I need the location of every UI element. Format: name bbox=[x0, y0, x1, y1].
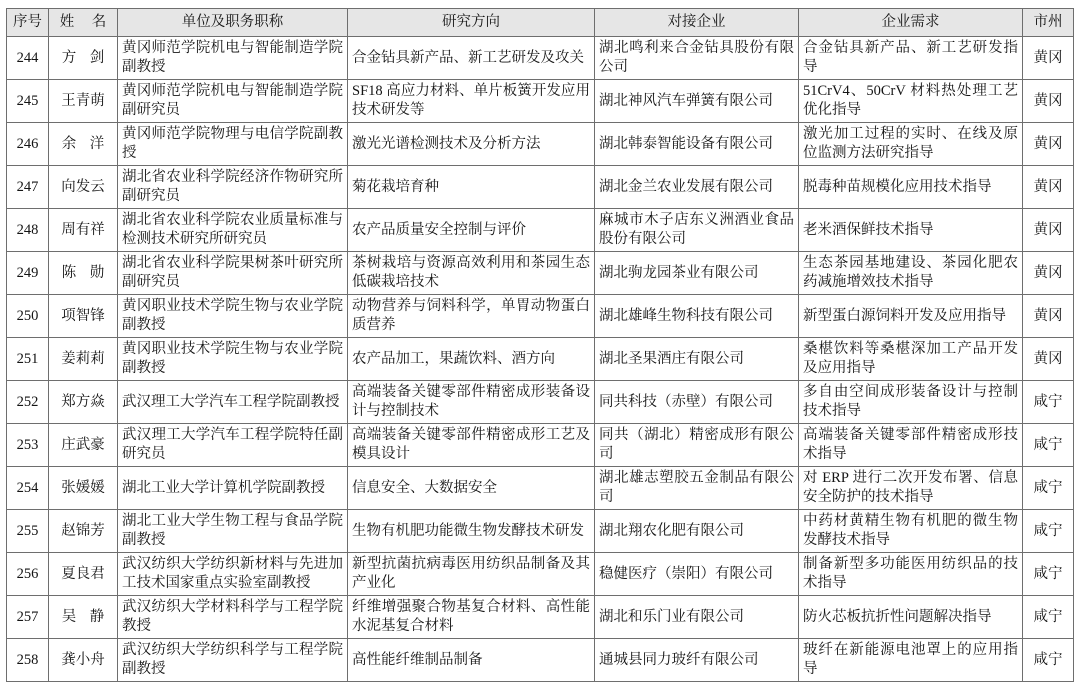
expert-name-cell: 余 洋 bbox=[49, 123, 118, 166]
research-direction-cell: 纤维增强聚合物基复合材料、高性能水泥基复合材料 bbox=[348, 596, 595, 639]
expert-name-cell: 龚小舟 bbox=[49, 639, 118, 682]
affiliation-title-cell: 黄冈师范学院物理与电信学院副教授 bbox=[118, 123, 348, 166]
table-row bbox=[7, 639, 1074, 682]
research-direction-cell: 茶树栽培与资源高效利用和茶园生态低碳栽培技术 bbox=[348, 252, 595, 295]
row-number-cell: 247 bbox=[7, 166, 49, 209]
research-direction-cell: 激光光谱检测技术及分析方法 bbox=[348, 123, 595, 166]
research-direction-cell: 新型抗菌抗病毒医用纺织品制备及其产业化 bbox=[348, 553, 595, 596]
enterprise-demand-cell: 防火芯板抗折性问题解决指导 bbox=[799, 596, 1023, 639]
table-row bbox=[7, 252, 1074, 295]
affiliation-title-cell: 湖北省农业科学院农业质量标准与检测技术研究所研究员 bbox=[118, 209, 348, 252]
affiliation-title-cell: 黄冈职业技术学院生物与农业学院副教授 bbox=[118, 295, 348, 338]
city-cell: 黄冈 bbox=[1023, 252, 1074, 295]
city-cell: 咸宁 bbox=[1023, 467, 1074, 510]
partner-enterprise-cell: 湖北鸣利来合金钻具股份有限公司 bbox=[595, 37, 799, 80]
affiliation-title-cell: 黄冈职业技术学院生物与农业学院副教授 bbox=[118, 338, 348, 381]
partner-enterprise-cell: 湖北金兰农业发展有限公司 bbox=[595, 166, 799, 209]
header-enterprise-demand: 企业需求 bbox=[799, 9, 1023, 37]
expert-name-cell: 陈 勋 bbox=[49, 252, 118, 295]
enterprise-demand-cell: 对 ERP 进行二次开发布署、信息安全防护的技术指导 bbox=[799, 467, 1023, 510]
table-row bbox=[7, 295, 1074, 338]
expert-name-cell: 张媛媛 bbox=[49, 467, 118, 510]
expert-name-cell: 姜莉莉 bbox=[49, 338, 118, 381]
row-number-cell: 250 bbox=[7, 295, 49, 338]
affiliation-title-cell: 黄冈师范学院机电与智能制造学院副研究员 bbox=[118, 80, 348, 123]
partner-enterprise-cell: 同共（湖北）精密成形有限公司 bbox=[595, 424, 799, 467]
research-direction-cell: 菊花栽培育种 bbox=[348, 166, 595, 209]
affiliation-title-cell: 湖北省农业科学院果树茶叶研究所副研究员 bbox=[118, 252, 348, 295]
partner-enterprise-cell: 湖北驹龙园茶业有限公司 bbox=[595, 252, 799, 295]
affiliation-title-cell: 湖北工业大学计算机学院副教授 bbox=[118, 467, 348, 510]
enterprise-demand-cell: 51CrV4、50CrV 材料热处理工艺优化指导 bbox=[799, 80, 1023, 123]
city-cell: 黄冈 bbox=[1023, 37, 1074, 80]
partner-enterprise-cell: 湖北圣果酒庄有限公司 bbox=[595, 338, 799, 381]
table-row bbox=[7, 123, 1074, 166]
city-cell: 黄冈 bbox=[1023, 338, 1074, 381]
expert-table bbox=[6, 8, 1074, 682]
table-row bbox=[7, 338, 1074, 381]
research-direction-cell: 生物有机肥功能微生物发酵技术研发 bbox=[348, 510, 595, 553]
enterprise-demand-cell: 高端装备关键零部件精密成形技术指导 bbox=[799, 424, 1023, 467]
city-cell: 咸宁 bbox=[1023, 424, 1074, 467]
city-cell: 黄冈 bbox=[1023, 295, 1074, 338]
row-number-cell: 258 bbox=[7, 639, 49, 682]
partner-enterprise-cell: 麻城市木子店东义洲酒业食品股份有限公司 bbox=[595, 209, 799, 252]
research-direction-cell: SF18 高应力材料、单片板簧开发应用技术研发等 bbox=[348, 80, 595, 123]
table-row bbox=[7, 596, 1074, 639]
research-direction-cell: 高端装备关键零部件精密成形装备设计与控制技术 bbox=[348, 381, 595, 424]
affiliation-title-cell: 黄冈师范学院机电与智能制造学院副教授 bbox=[118, 37, 348, 80]
affiliation-title-cell: 武汉纺织大学材料科学与工程学院教授 bbox=[118, 596, 348, 639]
enterprise-demand-cell: 合金钻具新产品、新工艺研发指导 bbox=[799, 37, 1023, 80]
enterprise-demand-cell: 新型蛋白源饲料开发及应用指导 bbox=[799, 295, 1023, 338]
city-cell: 黄冈 bbox=[1023, 123, 1074, 166]
row-number-cell: 249 bbox=[7, 252, 49, 295]
header-row-number: 序号 bbox=[7, 9, 49, 37]
partner-enterprise-cell: 湖北和乐门业有限公司 bbox=[595, 596, 799, 639]
expert-name-cell: 王青萌 bbox=[49, 80, 118, 123]
header-row bbox=[7, 9, 1074, 37]
partner-enterprise-cell: 湖北翔农化肥有限公司 bbox=[595, 510, 799, 553]
enterprise-demand-cell: 多自由空间成形装备设计与控制技术指导 bbox=[799, 381, 1023, 424]
row-number-cell: 248 bbox=[7, 209, 49, 252]
expert-name-cell: 项智锋 bbox=[49, 295, 118, 338]
table-row bbox=[7, 467, 1074, 510]
research-direction-cell: 高性能纤维制品制备 bbox=[348, 639, 595, 682]
research-direction-cell: 动物营养与饲料科学，单胃动物蛋白质营养 bbox=[348, 295, 595, 338]
affiliation-title-cell: 武汉理工大学汽车工程学院特任副研究员 bbox=[118, 424, 348, 467]
table-row bbox=[7, 424, 1074, 467]
row-number-cell: 256 bbox=[7, 553, 49, 596]
enterprise-demand-cell: 激光加工过程的实时、在线及原位监测方法研究指导 bbox=[799, 123, 1023, 166]
row-number-cell: 246 bbox=[7, 123, 49, 166]
header-city: 市州 bbox=[1023, 9, 1074, 37]
table-row bbox=[7, 381, 1074, 424]
row-number-cell: 245 bbox=[7, 80, 49, 123]
affiliation-title-cell: 武汉理工大学汽车工程学院副教授 bbox=[118, 381, 348, 424]
row-number-cell: 251 bbox=[7, 338, 49, 381]
expert-name-cell: 庄武豪 bbox=[49, 424, 118, 467]
table-row bbox=[7, 166, 1074, 209]
partner-enterprise-cell: 湖北神风汽车弹簧有限公司 bbox=[595, 80, 799, 123]
enterprise-demand-cell: 脱毒种苗规模化应用技术指导 bbox=[799, 166, 1023, 209]
partner-enterprise-cell: 湖北韩泰智能设备有限公司 bbox=[595, 123, 799, 166]
expert-name-cell: 郑方焱 bbox=[49, 381, 118, 424]
expert-name-cell: 赵锦芳 bbox=[49, 510, 118, 553]
enterprise-demand-cell: 中药材黄精生物有机肥的微生物发酵技术指导 bbox=[799, 510, 1023, 553]
table-row bbox=[7, 80, 1074, 123]
city-cell: 黄冈 bbox=[1023, 80, 1074, 123]
enterprise-demand-cell: 老米酒保鲜技术指导 bbox=[799, 209, 1023, 252]
row-number-cell: 253 bbox=[7, 424, 49, 467]
row-number-cell: 252 bbox=[7, 381, 49, 424]
city-cell: 咸宁 bbox=[1023, 510, 1074, 553]
table-body bbox=[7, 37, 1074, 682]
affiliation-title-cell: 武汉纺织大学纺织科学与工程学院副教授 bbox=[118, 639, 348, 682]
expert-name-cell: 向发云 bbox=[49, 166, 118, 209]
header-partner-enterprise: 对接企业 bbox=[595, 9, 799, 37]
expert-name-cell: 夏良君 bbox=[49, 553, 118, 596]
enterprise-demand-cell: 玻纤在新能源电池罩上的应用指导 bbox=[799, 639, 1023, 682]
affiliation-title-cell: 湖北工业大学生物工程与食品学院副教授 bbox=[118, 510, 348, 553]
row-number-cell: 254 bbox=[7, 467, 49, 510]
affiliation-title-cell: 武汉纺织大学纺织新材料与先进加工技术国家重点实验室副教授 bbox=[118, 553, 348, 596]
table-row bbox=[7, 209, 1074, 252]
city-cell: 咸宁 bbox=[1023, 381, 1074, 424]
expert-name-cell: 方 剑 bbox=[49, 37, 118, 80]
expert-name-cell: 吴 静 bbox=[49, 596, 118, 639]
city-cell: 咸宁 bbox=[1023, 639, 1074, 682]
table-row bbox=[7, 37, 1074, 80]
research-direction-cell: 信息安全、大数据安全 bbox=[348, 467, 595, 510]
table-row bbox=[7, 553, 1074, 596]
table-header bbox=[7, 9, 1074, 37]
affiliation-title-cell: 湖北省农业科学院经济作物研究所副研究员 bbox=[118, 166, 348, 209]
row-number-cell: 255 bbox=[7, 510, 49, 553]
research-direction-cell: 高端装备关键零部件精密成形工艺及模具设计 bbox=[348, 424, 595, 467]
header-name: 姓 名 bbox=[49, 9, 118, 37]
partner-enterprise-cell: 同共科技（赤壁）有限公司 bbox=[595, 381, 799, 424]
research-direction-cell: 农产品质量安全控制与评价 bbox=[348, 209, 595, 252]
enterprise-demand-cell: 桑椹饮料等桑椹深加工产品开发及应用指导 bbox=[799, 338, 1023, 381]
city-cell: 黄冈 bbox=[1023, 166, 1074, 209]
partner-enterprise-cell: 通城县同力玻纤有限公司 bbox=[595, 639, 799, 682]
research-direction-cell: 合金钻具新产品、新工艺研发及攻关 bbox=[348, 37, 595, 80]
research-direction-cell: 农产品加工，果蔬饮料、酒方向 bbox=[348, 338, 595, 381]
row-number-cell: 244 bbox=[7, 37, 49, 80]
header-research-direction: 研究方向 bbox=[348, 9, 595, 37]
table-row bbox=[7, 510, 1074, 553]
header-affiliation-title: 单位及职务职称 bbox=[118, 9, 348, 37]
partner-enterprise-cell: 湖北雄志塑胶五金制品有限公司 bbox=[595, 467, 799, 510]
enterprise-demand-cell: 生态茶园基地建设、茶园化肥农药减施增效技术指导 bbox=[799, 252, 1023, 295]
city-cell: 咸宁 bbox=[1023, 553, 1074, 596]
partner-enterprise-cell: 湖北雄峰生物科技有限公司 bbox=[595, 295, 799, 338]
enterprise-demand-cell: 制备新型多功能医用纺织品的技术指导 bbox=[799, 553, 1023, 596]
partner-enterprise-cell: 稳健医疗（崇阳）有限公司 bbox=[595, 553, 799, 596]
city-cell: 黄冈 bbox=[1023, 209, 1074, 252]
expert-name-cell: 周有祥 bbox=[49, 209, 118, 252]
city-cell: 咸宁 bbox=[1023, 596, 1074, 639]
row-number-cell: 257 bbox=[7, 596, 49, 639]
